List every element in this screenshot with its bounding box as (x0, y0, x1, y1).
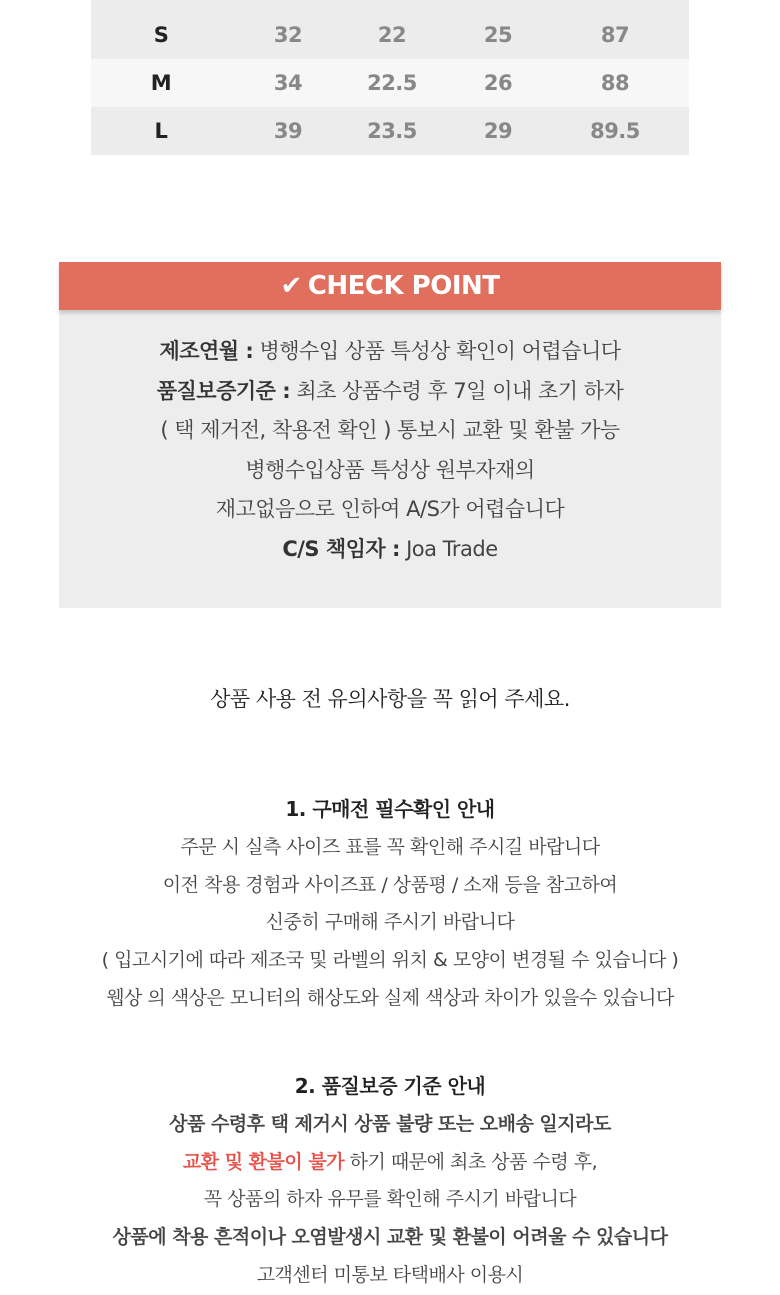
size-row-l (91, 107, 689, 155)
section-line: 고객센터 미통보 타택배사 이용시 (256, 1263, 524, 1286)
checkpoint-line (59, 530, 721, 570)
size-value: 39 (273, 119, 303, 143)
checkmark-icon: ✔ (280, 271, 302, 301)
size-value: 22 (377, 23, 407, 47)
size-value: 25 (483, 23, 513, 47)
checkpoint-line-label: 제조연월 : (159, 339, 254, 363)
section-title: 1. 구매전 필수확인 안내 (285, 797, 495, 821)
notice-heading: 상품 사용 전 유의사항을 꼭 읽어 주세요. (210, 687, 570, 711)
section-line: 주문 시 실측 사이즈 표를 꼭 확인해 주시길 바랍니다 (180, 836, 600, 858)
section-quality-guarantee (0, 1066, 780, 1295)
checkpoint-line-text: 재고없음으로 인하여 A/S가 어렵습니다 (215, 497, 565, 521)
size-value: 88 (600, 71, 630, 95)
size-value: 89.5 (590, 119, 640, 143)
checkpoint-title: CHECK POINT (307, 271, 500, 301)
checkpoint-line-label: C/S 책임자 : (282, 536, 400, 561)
section-line: 이전 착용 경험과 사이즈표 / 상품평 / 소재 등을 참고하여 (162, 873, 618, 896)
checkpoint-line (59, 490, 721, 530)
section-purchase-guide (0, 789, 780, 1018)
size-value: 87 (600, 23, 630, 47)
section-line-highlight: 상품에 착용 흔적이나 오염발생시 교환 및 환불이 어려울 수 있습니다 (112, 1226, 668, 1249)
checkpoint-line-text: 최초 상품수령 후 7일 이내 초기 하자 (290, 378, 624, 403)
section-line: 꼭 상품의 하자 유무를 확인해 주시기 바랍니다 (203, 1188, 577, 1211)
size-value: 34 (273, 71, 303, 95)
size-row-m (91, 59, 689, 107)
section-line (0, 1144, 780, 1182)
checkpoint-line (59, 411, 721, 451)
section-line: ( 입고시기에 따라 제조국 및 라벨의 위치 & 모양이 변경될 수 있습니다 ) (101, 949, 679, 972)
size-table (91, 0, 689, 155)
section-title: 2. 품질보증 기준 안내 (294, 1074, 486, 1098)
section-line-text: 하기 때문에 최초 상품 수령 후, (344, 1150, 598, 1173)
size-label: L (154, 119, 168, 143)
size-value: 26 (483, 71, 513, 95)
size-label: S (153, 23, 169, 47)
section-line: 신중히 구매해 주시기 바랍니다 (265, 911, 515, 934)
highlight-text: 교환 및 환불이 불가 (182, 1150, 345, 1173)
checkpoint-line (59, 372, 721, 412)
size-value: 22.5 (367, 71, 417, 95)
size-row-s (91, 11, 689, 59)
section-line: 웹상 의 색상은 모니터의 해상도와 실제 색상과 차이가 있을수 있습니다 (106, 986, 674, 1009)
checkpoint-line-text: ( 택 제거전, 착용전 확인 ) 통보시 교환 및 환불 가능 (160, 418, 620, 442)
size-label: M (150, 71, 172, 95)
section-line-highlight: 상품 수령후 택 제거시 상품 불량 또는 오배송 일지라도 (169, 1113, 611, 1135)
size-value: 23.5 (367, 119, 417, 143)
size-value: 29 (483, 119, 513, 143)
checkpoint-line-label: 품질보증기준 : (156, 378, 291, 403)
checkpoint-line (59, 451, 721, 491)
checkpoint-line-text: 병행수입 상품 특성상 확인이 어렵습니다 (253, 339, 621, 363)
size-table-top-edge (91, 0, 689, 11)
checkpoint-line-text: Joa Trade (399, 536, 498, 561)
checkpoint-panel (59, 262, 721, 608)
checkpoint-line-text: 병행수입상품 특성상 원부자재의 (245, 457, 535, 482)
checkpoint-line (59, 332, 721, 372)
checkpoint-body (59, 310, 721, 569)
checkpoint-header (59, 262, 721, 310)
size-value: 32 (273, 23, 303, 47)
